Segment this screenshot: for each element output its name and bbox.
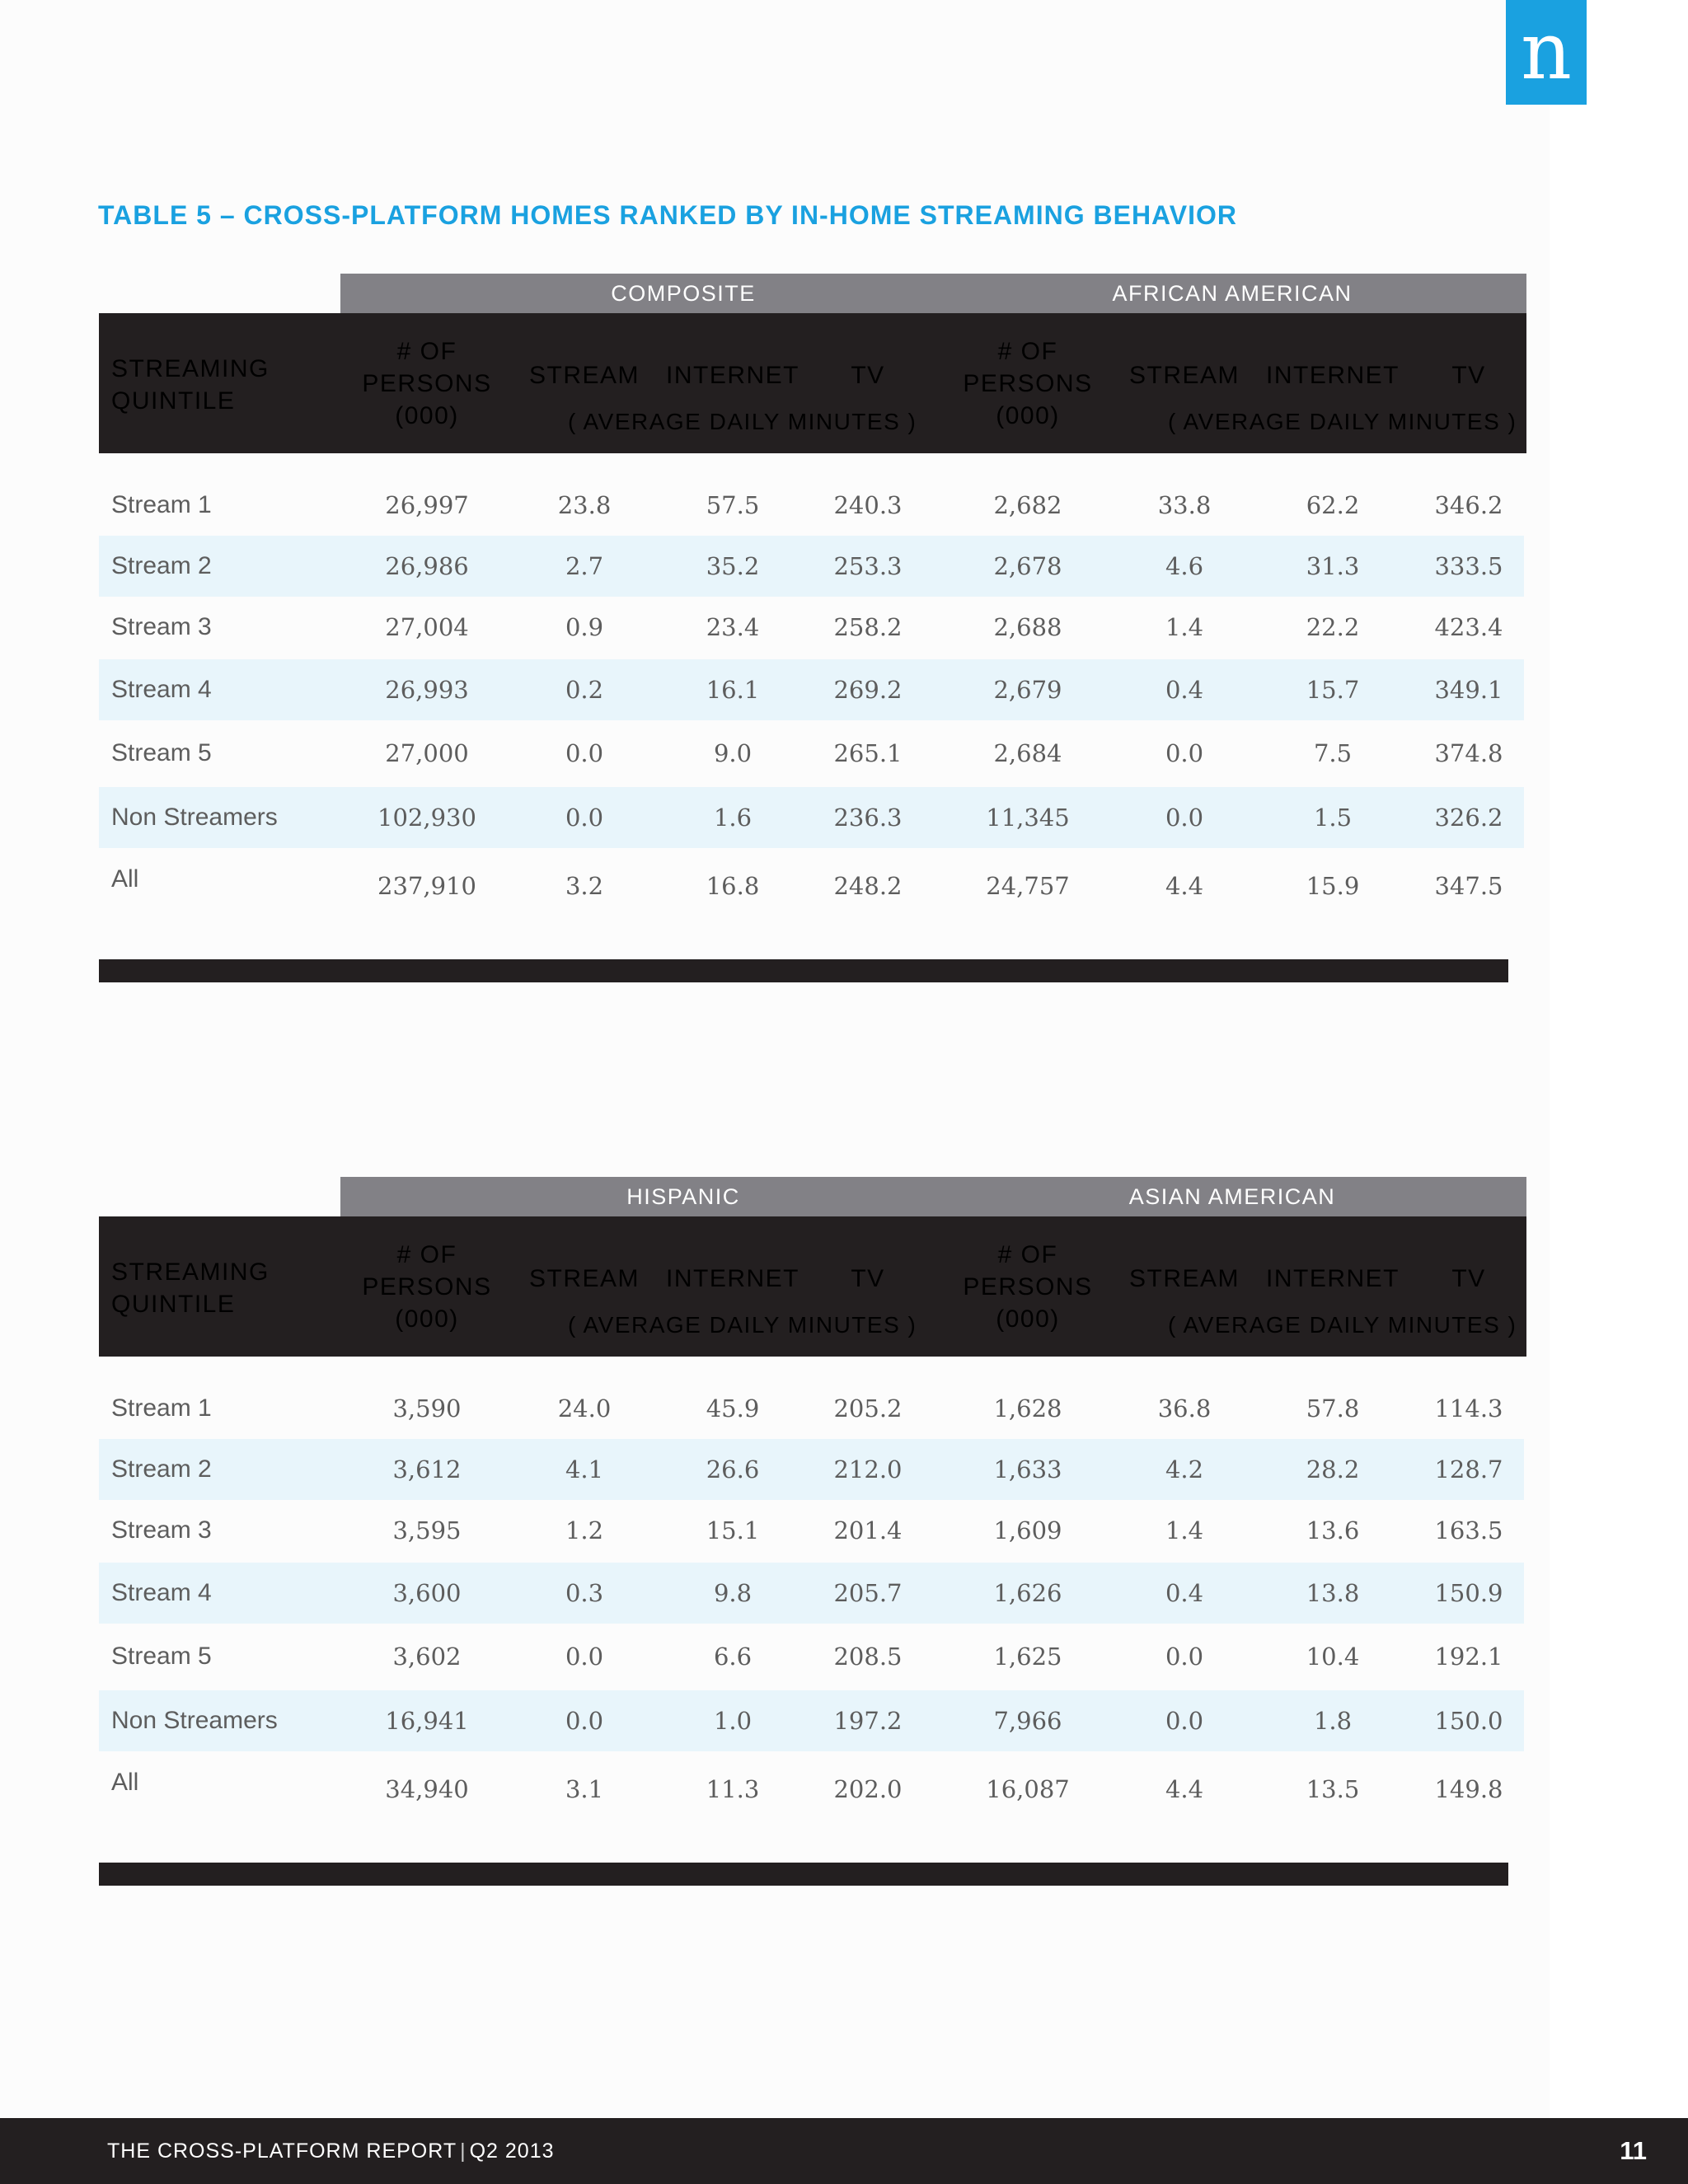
table-cell: 15.7 bbox=[1306, 676, 1360, 704]
table-cell: 24,757 bbox=[986, 872, 1070, 900]
average-daily-minutes-note-left: ( AVERAGE DAILY MINUTES ) bbox=[568, 1312, 917, 1338]
table-cell: 423.4 bbox=[1434, 613, 1503, 641]
average-daily-minutes-note-right: ( AVERAGE DAILY MINUTES ) bbox=[1168, 1312, 1517, 1338]
table-cell: 45.9 bbox=[706, 1394, 760, 1422]
table-cell: 0.4 bbox=[1165, 676, 1204, 704]
table-cell: 326.2 bbox=[1434, 804, 1503, 832]
table-cell: 62.2 bbox=[1306, 491, 1360, 519]
table-cell: 16.8 bbox=[706, 872, 760, 900]
row-label: Non Streamers bbox=[111, 804, 278, 831]
table-cell: 240.3 bbox=[833, 491, 903, 519]
page-number: 11 bbox=[1620, 2136, 1647, 2165]
table-cell: 4.6 bbox=[1165, 552, 1204, 580]
table-cell: 205.7 bbox=[833, 1579, 903, 1607]
table-cell: 33.8 bbox=[1157, 491, 1212, 519]
table-cell: 1,628 bbox=[993, 1394, 1062, 1422]
stream-heading-right: STREAM bbox=[1128, 362, 1240, 389]
table-cell: 22.2 bbox=[1306, 613, 1360, 641]
table-cell: 3.2 bbox=[565, 872, 604, 900]
table-cell: 2,682 bbox=[993, 491, 1062, 519]
table-cell: 114.3 bbox=[1434, 1394, 1503, 1422]
table-cell: 9.8 bbox=[713, 1579, 753, 1607]
table-cell: 3,602 bbox=[392, 1643, 462, 1671]
table-cell: 27,000 bbox=[385, 739, 469, 767]
table-cell: 15.1 bbox=[706, 1516, 760, 1544]
table-cell: 163.5 bbox=[1434, 1516, 1503, 1544]
table-cell: 1.8 bbox=[1313, 1707, 1353, 1735]
persons-heading-line: PERSONS bbox=[963, 1273, 1093, 1301]
table-cell: 23.8 bbox=[557, 491, 612, 519]
persons-heading-line: PERSONS bbox=[362, 370, 492, 397]
data-table-2 bbox=[99, 1177, 1526, 1894]
row-label: Stream 2 bbox=[111, 552, 212, 579]
persons-heading-line: # OF bbox=[997, 1241, 1058, 1268]
table-cell: 102,930 bbox=[377, 804, 476, 832]
table-cell: 0.0 bbox=[565, 739, 604, 767]
row-label: All bbox=[111, 865, 139, 893]
footer bbox=[0, 2118, 1688, 2184]
table-cell: 0.0 bbox=[1165, 739, 1204, 767]
table-cell: 0.0 bbox=[1165, 1643, 1204, 1671]
tv-heading-left: TV bbox=[851, 1265, 885, 1292]
persons-heading-line: (000) bbox=[996, 402, 1060, 429]
table-cell: 3.1 bbox=[565, 1775, 604, 1803]
table-cell: 24.0 bbox=[557, 1394, 612, 1422]
persons-heading-right bbox=[945, 335, 1110, 432]
stream-heading-right: STREAM bbox=[1128, 1265, 1240, 1292]
persons-heading-line: (000) bbox=[395, 402, 459, 429]
table-cell: 26,986 bbox=[385, 552, 469, 580]
table-cell: 0.0 bbox=[1165, 1707, 1204, 1735]
table-cell: 150.9 bbox=[1434, 1579, 1503, 1607]
table-cell: 265.1 bbox=[833, 739, 903, 767]
row-label: Stream 3 bbox=[111, 613, 212, 640]
row-label: All bbox=[111, 1769, 139, 1796]
table-cell: 57.5 bbox=[706, 491, 760, 519]
table-cell: 253.3 bbox=[833, 552, 903, 580]
table-cell: 1.2 bbox=[565, 1516, 604, 1544]
table-cell: 16.1 bbox=[706, 676, 760, 704]
stream-heading-left: STREAM bbox=[528, 1265, 640, 1292]
table-cell: 28.2 bbox=[1306, 1455, 1360, 1483]
table-title: TABLE 5 – CROSS-PLATFORM HOMES RANKED BY IN-HOME STREAMING BEHAVIOR bbox=[98, 200, 1238, 230]
table-cell: 26,993 bbox=[385, 676, 469, 704]
internet-heading-left: INTERNET bbox=[666, 362, 799, 389]
table-cell: 0.3 bbox=[565, 1579, 604, 1607]
table-cell: 35.2 bbox=[706, 552, 760, 580]
persons-heading-line: PERSONS bbox=[963, 370, 1093, 397]
table-cell: 7,966 bbox=[993, 1707, 1062, 1735]
table-cell: 13.6 bbox=[1306, 1516, 1360, 1544]
persons-heading-line: (000) bbox=[996, 1305, 1060, 1333]
persons-heading-line: (000) bbox=[395, 1305, 459, 1333]
footer-report-title bbox=[107, 2139, 555, 2163]
table-cell: 13.5 bbox=[1306, 1775, 1360, 1803]
internet-heading-right: INTERNET bbox=[1266, 1265, 1400, 1292]
table-cell: 1.5 bbox=[1313, 804, 1353, 832]
table-cell: 31.3 bbox=[1306, 552, 1360, 580]
group-header-left: HISPANIC bbox=[340, 1177, 1026, 1216]
table-cell: 26.6 bbox=[706, 1455, 760, 1483]
table-cell: 197.2 bbox=[833, 1707, 903, 1735]
table-cell: 346.2 bbox=[1434, 491, 1503, 519]
table-cell: 9.0 bbox=[713, 739, 753, 767]
group-header-right: AFRICAN AMERICAN bbox=[938, 274, 1526, 313]
table-cell: 269.2 bbox=[833, 676, 903, 704]
table-cell: 1,633 bbox=[993, 1455, 1062, 1483]
table-cell: 16,087 bbox=[986, 1775, 1070, 1803]
group-header-left: COMPOSITE bbox=[340, 274, 1026, 313]
table-cell: 150.0 bbox=[1434, 1707, 1503, 1735]
table-cell: 34,940 bbox=[385, 1775, 469, 1803]
tv-heading-left: TV bbox=[851, 362, 885, 389]
table-cell: 2,679 bbox=[993, 676, 1062, 704]
table-cell: 149.8 bbox=[1434, 1775, 1503, 1803]
row-label: Stream 5 bbox=[111, 739, 212, 766]
persons-heading-left bbox=[345, 335, 509, 432]
quintile-column-heading bbox=[111, 1256, 270, 1320]
table-cell: 2.7 bbox=[565, 552, 604, 580]
table-cell: 0.0 bbox=[565, 1707, 604, 1735]
table-cell: 0.9 bbox=[565, 613, 604, 641]
table-cell: 11.3 bbox=[706, 1775, 760, 1803]
table-cell: 4.4 bbox=[1165, 872, 1204, 900]
footer-period: Q2 2013 bbox=[469, 2139, 555, 2163]
table-cell: 15.9 bbox=[1306, 872, 1360, 900]
quintile-heading-line: QUINTILE bbox=[111, 387, 236, 415]
table-cell: 0.2 bbox=[565, 676, 604, 704]
table-cell: 4.4 bbox=[1165, 1775, 1204, 1803]
table-cell: 10.4 bbox=[1306, 1643, 1360, 1671]
table-cell: 333.5 bbox=[1434, 552, 1503, 580]
group-header-right: ASIAN AMERICAN bbox=[938, 1177, 1526, 1216]
average-daily-minutes-note-right: ( AVERAGE DAILY MINUTES ) bbox=[1168, 409, 1517, 434]
table-cell: 57.8 bbox=[1306, 1394, 1360, 1422]
table-cell: 3,590 bbox=[392, 1394, 462, 1422]
table-cell: 1.4 bbox=[1165, 1516, 1204, 1544]
row-label: Stream 4 bbox=[111, 676, 212, 703]
table-cell: 1.6 bbox=[713, 804, 753, 832]
persons-heading-line: # OF bbox=[997, 338, 1058, 365]
persons-heading-left bbox=[345, 1239, 509, 1335]
table-cell: 208.5 bbox=[833, 1643, 903, 1671]
table-cell: 4.1 bbox=[565, 1455, 604, 1483]
table-cell: 26,997 bbox=[385, 491, 469, 519]
table-cell: 347.5 bbox=[1434, 872, 1503, 900]
quintile-heading-line: STREAMING bbox=[111, 355, 270, 382]
row-label: Stream 4 bbox=[111, 1579, 212, 1606]
table-cell: 6.6 bbox=[713, 1643, 753, 1671]
table-cell: 3,600 bbox=[392, 1579, 462, 1607]
table-cell: 0.4 bbox=[1165, 1579, 1204, 1607]
footer-separator: | bbox=[460, 2139, 467, 2163]
persons-heading-line: PERSONS bbox=[362, 1273, 492, 1301]
row-label: Stream 1 bbox=[111, 1394, 212, 1422]
table-cell: 128.7 bbox=[1434, 1455, 1503, 1483]
persons-heading-line: # OF bbox=[396, 338, 457, 365]
internet-heading-right: INTERNET bbox=[1266, 362, 1400, 389]
table-cell: 201.4 bbox=[833, 1516, 903, 1544]
table-bottom-rule bbox=[99, 1863, 1508, 1886]
table-cell: 192.1 bbox=[1434, 1643, 1503, 1671]
table-cell: 36.8 bbox=[1157, 1394, 1212, 1422]
table-cell: 258.2 bbox=[833, 613, 903, 641]
footer-report-name: THE CROSS-PLATFORM REPORT bbox=[107, 2139, 457, 2163]
table-cell: 1,625 bbox=[993, 1643, 1062, 1671]
table-cell: 1,626 bbox=[993, 1579, 1062, 1607]
nielsen-logo bbox=[1506, 0, 1587, 105]
table-cell: 16,941 bbox=[385, 1707, 469, 1735]
table-cell: 236.3 bbox=[833, 804, 903, 832]
table-cell: 4.2 bbox=[1165, 1455, 1204, 1483]
table-cell: 1.4 bbox=[1165, 613, 1204, 641]
table-cell: 202.0 bbox=[833, 1775, 903, 1803]
table-cell: 3,612 bbox=[392, 1455, 462, 1483]
table-cell: 0.0 bbox=[565, 804, 604, 832]
table-cell: 2,684 bbox=[993, 739, 1062, 767]
table-cell: 212.0 bbox=[833, 1455, 903, 1483]
table-cell: 7.5 bbox=[1313, 739, 1353, 767]
table-cell: 349.1 bbox=[1434, 676, 1503, 704]
table-cell: 248.2 bbox=[833, 872, 903, 900]
table-cell: 2,688 bbox=[993, 613, 1062, 641]
table-bottom-rule bbox=[99, 959, 1508, 982]
table-cell: 0.0 bbox=[565, 1643, 604, 1671]
data-table-1 bbox=[99, 274, 1526, 991]
table-cell: 237,910 bbox=[377, 872, 476, 900]
table-cell: 23.4 bbox=[706, 613, 760, 641]
tv-heading-right: TV bbox=[1451, 1265, 1486, 1292]
table-cell: 1,609 bbox=[993, 1516, 1062, 1544]
stream-heading-left: STREAM bbox=[528, 362, 640, 389]
table-cell: 205.2 bbox=[833, 1394, 903, 1422]
table-cell: 11,345 bbox=[986, 804, 1070, 832]
persons-heading-right bbox=[945, 1239, 1110, 1335]
row-label: Stream 3 bbox=[111, 1516, 212, 1544]
row-label: Stream 5 bbox=[111, 1643, 212, 1670]
row-label: Non Streamers bbox=[111, 1707, 278, 1734]
table-cell: 2,678 bbox=[993, 552, 1062, 580]
quintile-column-heading bbox=[111, 353, 270, 417]
logo-letter: n bbox=[1521, 4, 1572, 97]
quintile-heading-line: QUINTILE bbox=[111, 1291, 236, 1318]
table-cell: 3,595 bbox=[392, 1516, 462, 1544]
table-cell: 1.0 bbox=[713, 1707, 753, 1735]
table-cell: 374.8 bbox=[1434, 739, 1503, 767]
average-daily-minutes-note-left: ( AVERAGE DAILY MINUTES ) bbox=[568, 409, 917, 434]
internet-heading-left: INTERNET bbox=[666, 1265, 799, 1292]
persons-heading-line: # OF bbox=[396, 1241, 457, 1268]
row-label: Stream 2 bbox=[111, 1455, 212, 1483]
row-label: Stream 1 bbox=[111, 491, 212, 518]
table-cell: 0.0 bbox=[1165, 804, 1204, 832]
tv-heading-right: TV bbox=[1451, 362, 1486, 389]
table-cell: 27,004 bbox=[385, 613, 469, 641]
quintile-heading-line: STREAMING bbox=[111, 1258, 270, 1286]
table-cell: 13.8 bbox=[1306, 1579, 1360, 1607]
